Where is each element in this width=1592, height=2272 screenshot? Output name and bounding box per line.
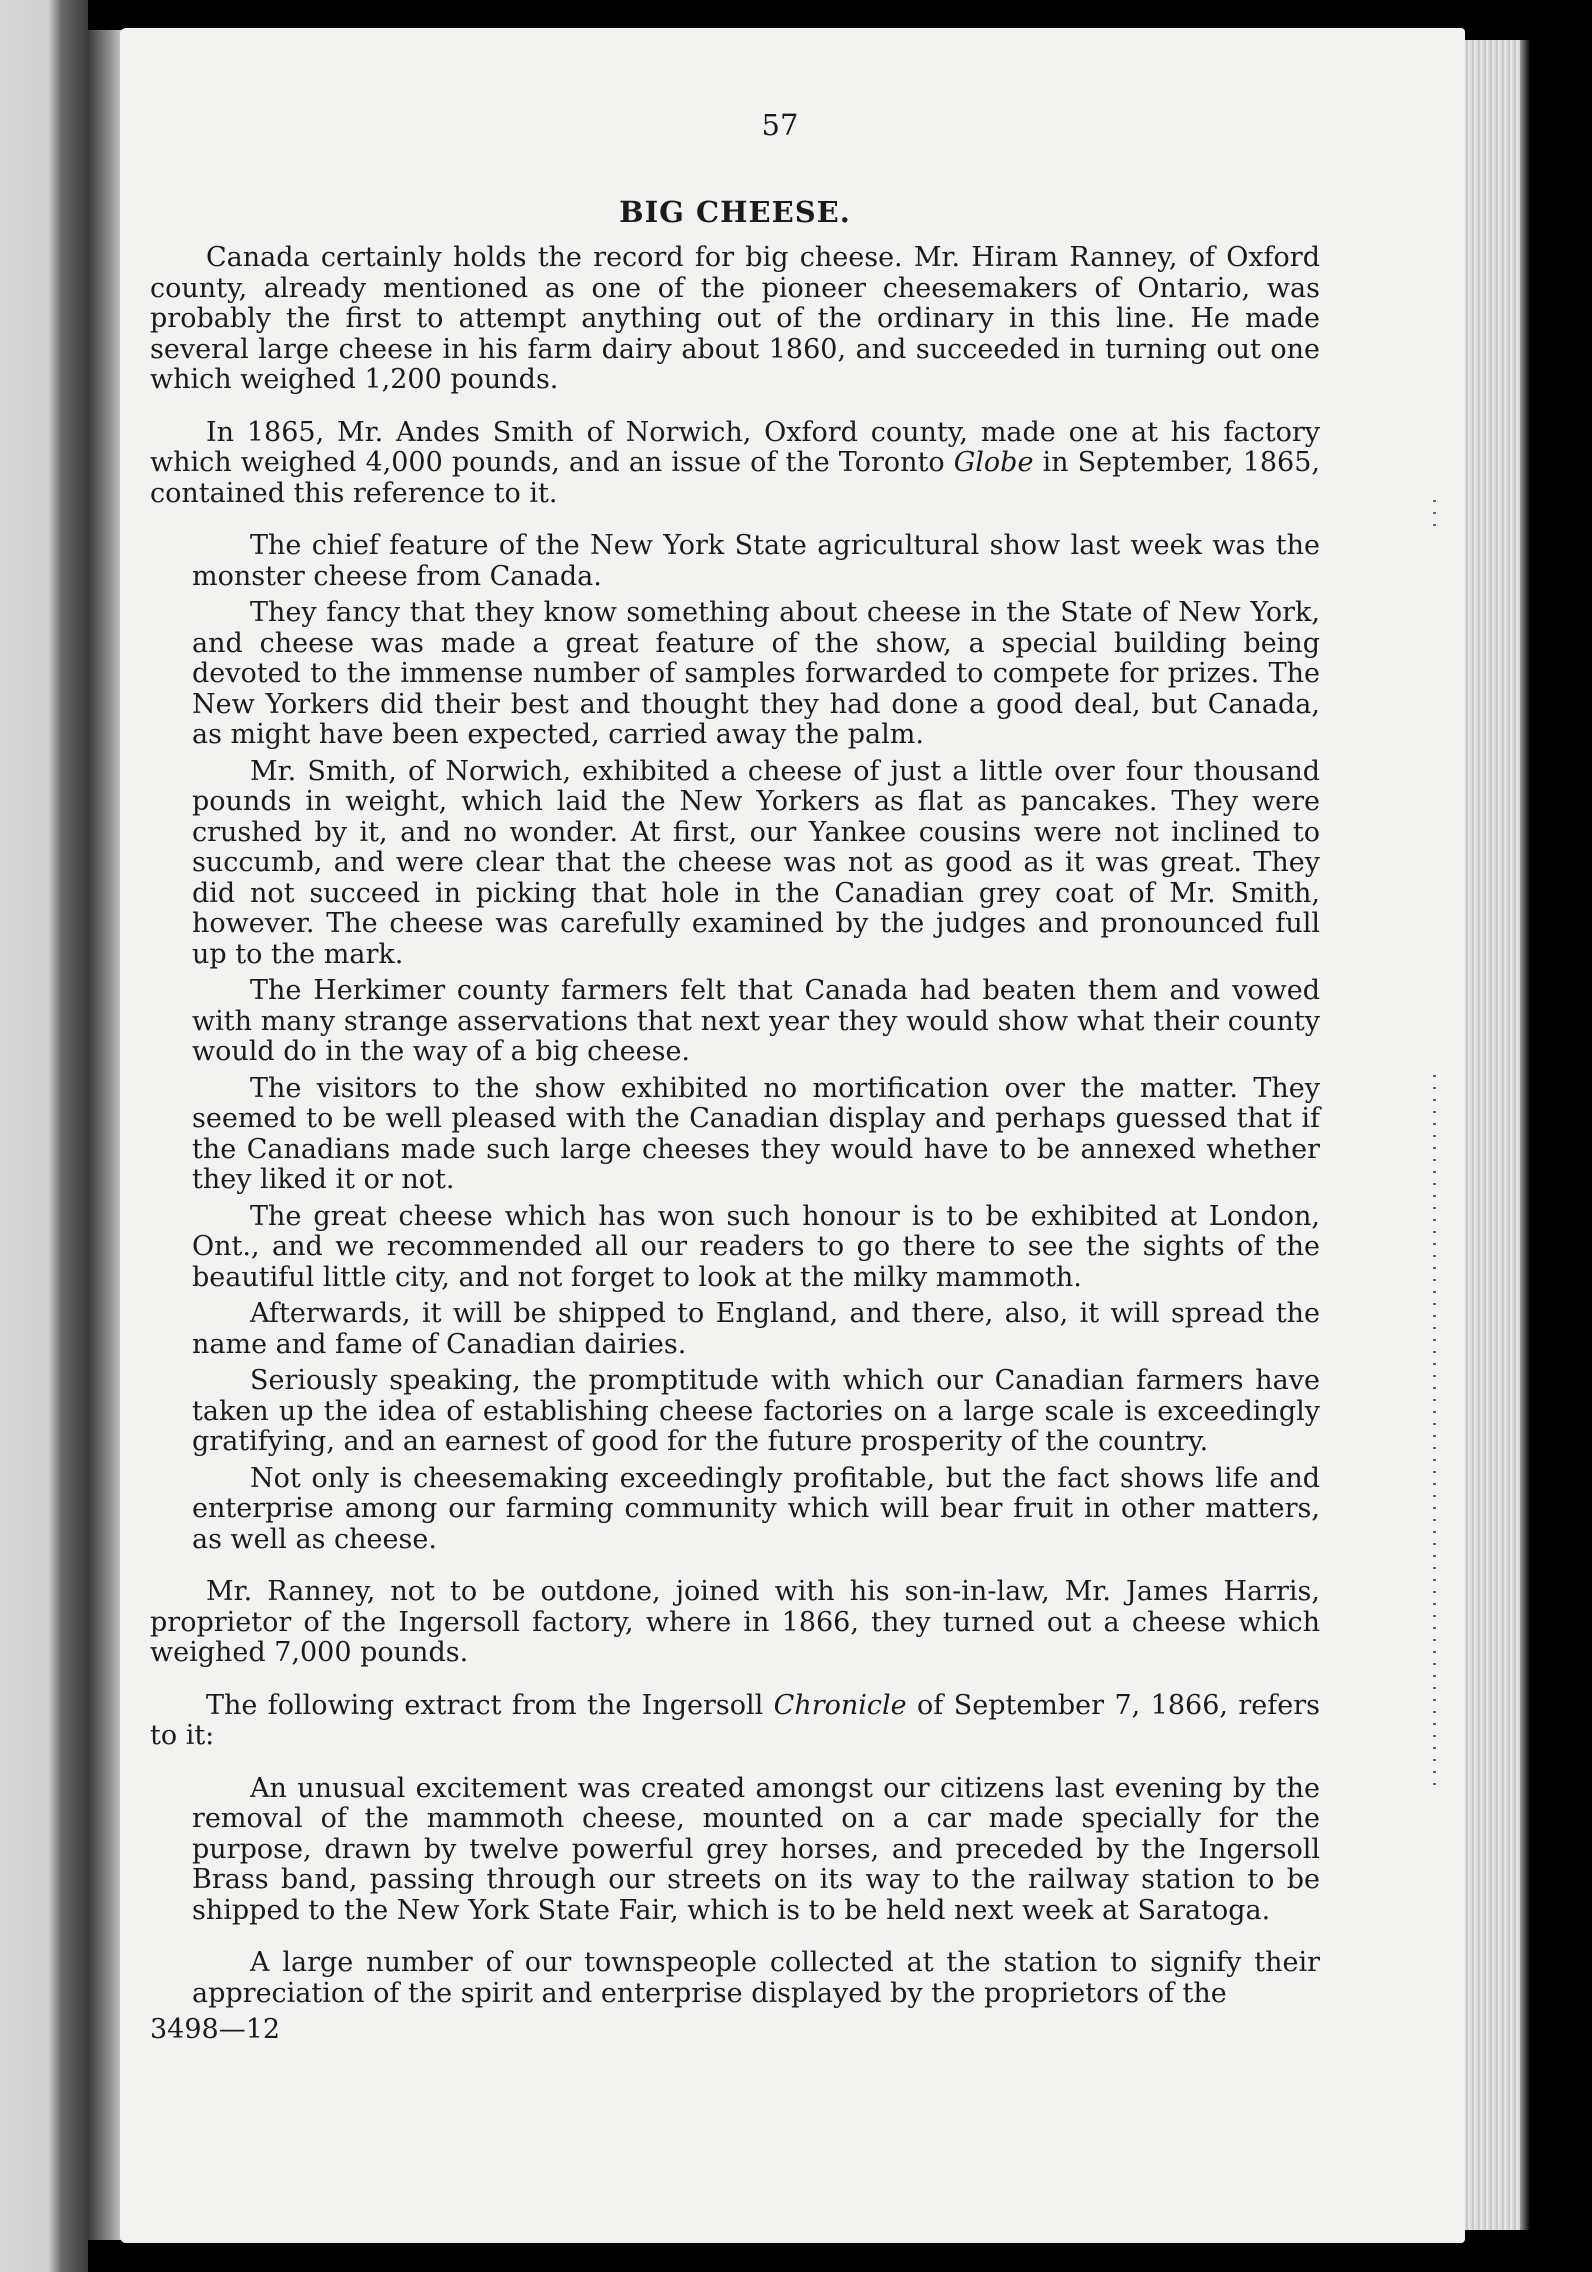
page-stack-edge xyxy=(1465,40,1525,2230)
printer-signature-mark: 3498—12 xyxy=(150,2014,281,2045)
scan-left-margin xyxy=(0,0,88,2272)
quote-paragraph: The chief feature of the New York State agricultural show last week was the monster cheese from Canada. xyxy=(192,530,1320,592)
paragraph-smith-1865: In 1865, Mr. Andes Smith of Norwich, Oxford county, made one at his factory which weighed 4,000 pounds, and an issue of the Toronto Globe in September, 1865, contained this reference to it. xyxy=(150,416,1320,509)
paragraph-ranney-intro: Canada certainly holds the record for big cheese. Mr. Hiram Ranney, of Oxford county, already mentioned as one of the pioneer cheesemakers of Ontario, was probably the first to attempt anything out of the ordinary in this line. He made several large cheese in his farm dairy about 1860, and succeeded in turning out one which weighed 1,200 pounds. xyxy=(150,242,1320,395)
globe-quotation xyxy=(150,531,1320,1555)
quote-paragraph: Seriously speaking, the promptitude with which our Canadian farmers have taken up the idea of establishing cheese factories on a large scale is exceedingly gratifying, and an earnest of good for the future prosperity of the country. xyxy=(192,1365,1320,1457)
page-stack-shadow xyxy=(1520,40,1530,2230)
quote-paragraph: An unusual excitement was created amongst our citizens last evening by the removal of the mammoth cheese, mounted on a car made specially for the purpose, drawn by twelve powerful grey horses, and preceded by the Ingersoll Brass band, passing through our streets on its way to the railway station to be shipped to the New York State Fair, which is to be held next week at Saratoga. xyxy=(192,1772,1320,1926)
newspaper-name: Chronicle xyxy=(773,1689,907,1721)
paragraph-chronicle-intro: The following extract from the Ingersoll Chronicle of September 7, 1866, refers to it: xyxy=(150,1689,1320,1751)
paragraph-ranney-1866: Mr. Ranney, not to be outdone, joined with his son-in-law, Mr. James Harris, proprietor of the Ingersoll factory, where in 1866, they turned out a cheese which weighed 7,000 pounds. xyxy=(150,1576,1320,1668)
quote-paragraph: A large number of our townspeople collected at the station to signify their appreciation of the spirit and enterprise displayed by the proprietors of the xyxy=(192,1947,1320,2009)
quote-paragraph: They fancy that they know something about cheese in the State of New York, and cheese was made a great feature of the show, a special building being devoted to the immense number of samples forwarded to compete for prizes. The New Yorkers did their best and thought they had done a good deal, but Canada, as might have been expected, carried away the palm. xyxy=(192,597,1320,750)
page-text xyxy=(150,110,1320,2046)
newspaper-name: Globe xyxy=(953,447,1034,478)
margin-mark xyxy=(1433,500,1436,530)
quote-paragraph: The great cheese which has won such honour is to be exhibited at London, Ont., and we recommended all our readers to go there to see the sights of the beautiful little city, and not forget to look at the milky mammoth. xyxy=(192,1200,1320,1293)
page-number: 57 xyxy=(761,108,799,142)
quote-paragraph: The visitors to the show exhibited no mortification over the matter. They seemed to be well pleased with the Canadian display and perhaps guessed that if the Canadians made such large cheeses they would have to be annexed whether they liked it or not. xyxy=(192,1072,1320,1195)
chapter-title: BIG CHEESE. xyxy=(619,194,851,229)
quote-paragraph: Not only is cheesemaking exceedingly profitable, but the fact shows life and enterprise among our farming community which will bear fruit in other matters, as well as cheese. xyxy=(192,1462,1320,1555)
quote-paragraph: Mr. Smith, of Norwich, exhibited a cheese of just a little over four thousand pounds in weight, which laid the New Yorkers as flat as pancakes. They were crushed by it, and no wonder. At first, our Yankee cousins were not inclined to succumb, and were clear that the cheese was not as good as it was great. They did not succeed in picking that hole in the Canadian grey coat of Mr. Smith, however. The cheese was carefully examined by the judges and pronounced full up to the mark. xyxy=(192,755,1320,970)
quote-paragraph: Afterwards, it will be shipped to England, and there, also, it will spread the name and fame of Canadian dairies. xyxy=(192,1298,1320,1360)
chronicle-quotation xyxy=(150,1774,1320,2010)
margin-mark xyxy=(1433,1075,1436,1795)
quote-paragraph: The Herkimer county farmers felt that Canada had beaten them and vowed with many strange asservations that next year they would show what their county would do in the way of a big cheese. xyxy=(192,975,1320,1067)
